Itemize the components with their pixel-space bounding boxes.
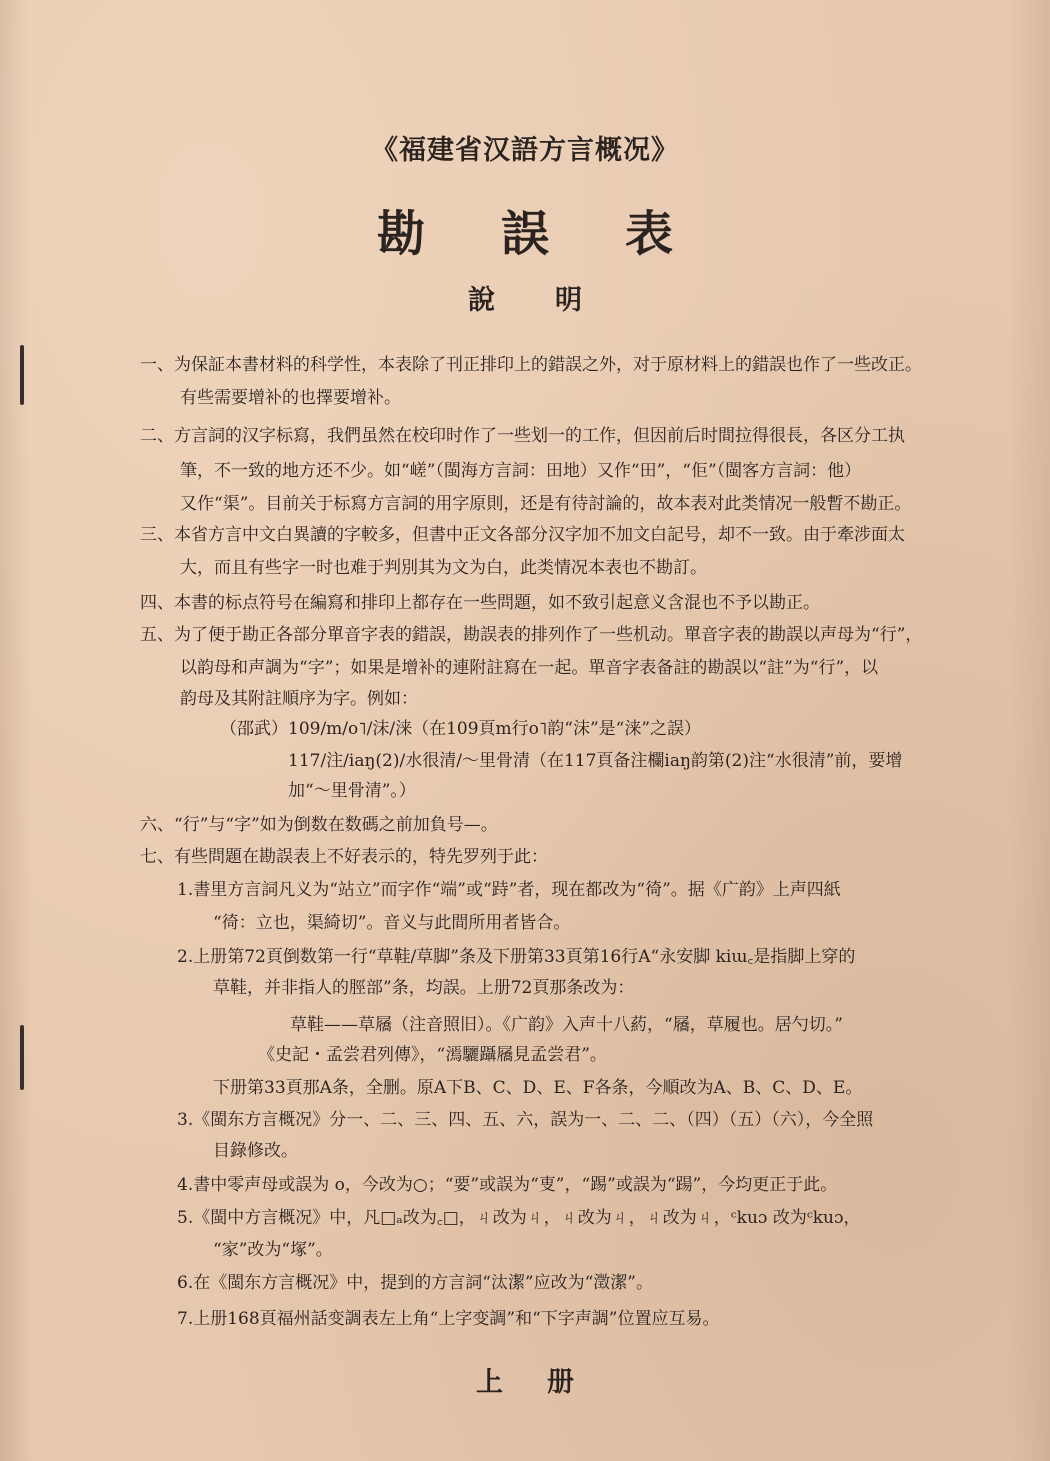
title-char: 誤 [500,206,549,262]
item-3-line-2: 目錄修改。 [213,1141,298,1161]
section-4-line-1: 四、本書的标点符号在編寫和排印上都存在一些問題，如不致引起意义含混也不予以勘正。 [140,593,820,613]
footer-char: 册 [547,1367,574,1398]
section-5-line-2: 以韵母和声調为“字”；如果是增补的連附註寫在一起。單音字表备註的勘誤以“註”为“行”，以 [180,658,879,678]
item-2-line-2: 草鞋，并非指人的脛部”条，均誤。上册72頁那条改为： [213,978,635,998]
binding-staple-bottom [20,1025,24,1090]
item-2-line-5: 下册第33頁那A条，全删。原A下B、C、D、E、F各条，今順改为A、B、C、D、E。 [213,1078,863,1098]
item-4-line-1: 4.書中零声母或誤为 o，今改为○；“要”或誤为“叓”，“踢”或誤为“踼”，今均更正于此。 [177,1175,838,1195]
heading-char: 說 [468,285,495,316]
section-2-line-1: 二、方言詞的汉字标寫，我們虽然在校印时作了一些划一的工作，但因前后时間拉得很長，各区分工执 [140,426,905,446]
footer-char: 上 [476,1367,503,1398]
title-char: 勘 [376,206,425,262]
binding-staple-top [20,345,24,405]
section-1-line-1: 一、为保証本書材料的科学性，本表除了刊正排印上的錯誤之外，对于原材料上的錯誤也作了一些改正。 [140,355,922,375]
section-3-line-1: 三、本省方言中文白異讀的字較多，但書中正文各部分汉字加不加文白記号，却不一致。由于牽涉面太 [140,525,905,545]
section-5-example-1: （邵武）109/m/o˥/沫/涞（在109頁m行o˥韵“沫”是“涞”之誤） [220,719,702,739]
page-title [0,195,1050,264]
section-2-line-2: 筆，不一致的地方还不少。如“嵯”（閩海方言詞：田地）又作“田”，“佢”（閩客方言詞：他） [180,461,862,481]
section-5-example-3: 加“～里骨清”。） [288,781,416,801]
section-2-line-3: 又作“渠”。目前关于标寫方言詞的用字原則，还是有待討論的，故本表对此类情况一般暫不勘正。 [180,494,912,514]
section-6-line-1: 六、“行”与“字”如为倒数在数碼之前加負号—。 [140,815,498,835]
item-5-line-2: “家”改为“塚”。 [213,1240,333,1260]
volume-heading [0,1360,1050,1399]
item-5-line-1: 5.《閩中方言概况》中，凡□ₐ改为꜀□，ㄐ改为ㄐ，ㄐ改为ㄐ，ㄐ改为ㄐ，ᶜkuɔ 改为ᶜkuɔ， [177,1208,861,1228]
section-5-line-3: 韵母及其附註順序为字。例如： [180,689,418,709]
section-5-example-2: 117/注/iaŋ(2)/水很清/～里骨清（在117頁备注欄iaŋ韵第(2)注“水很清”前，要增 [288,751,903,771]
heading-char: 明 [555,285,582,316]
section-7-line-1: 七、有些問題在勘誤表上不好表示的，特先罗列于此： [140,847,548,867]
section-5-line-1: 五、为了便于勘正各部分單音字表的錯誤，勘誤表的排列作了一些机动。單音字表的勘誤以声母为“行”， [140,625,923,645]
section-1-line-2: 有些需要增补的也擇要增补。 [180,388,401,408]
item-2-line-3: 草鞋——草屩（注音照旧）。《广韵》入声十八葯，“屩，草履也。居勺切。” [290,1015,843,1035]
title-char: 表 [625,206,674,262]
item-6-line-1: 6.在《閩东方言概况》中，提到的方言詞“汰潔”应改为“澂潔”。 [177,1273,653,1293]
section-3-line-2: 大，而且有些字一时也难于判別其为文为白，此类情况本表也不勘訂。 [180,558,707,578]
item-2-line-1: 2.上册第72頁倒数第一行“草鞋/草脚”条及下册第33頁第16行A“永安脚 kiɯ꜀是指脚上穿的 [177,947,856,967]
item-3-line-1: 3.《閩东方言概况》分一、二、三、四、五、六，誤为一、二、二、（四）（五）（六），今全照 [177,1110,874,1130]
item-1-line-1: 1.書里方言詞凡义为“站立”而字作“端”或“跱”者，现在都改为“徛”。据《广韵》上声四紙 [177,880,841,900]
item-7-line-1: 7.上册168頁福州話变調表左上角“上字变調”和“下字声調”位置应互易。 [177,1309,720,1329]
item-2-line-4: 《史記・孟尝君列傳》，“漹驪躡屩見孟尝君”。 [258,1045,607,1065]
document-subtitle: 《福建省汉語方言概况》 [371,135,679,166]
item-1-line-2: “徛：立也，渠綺切”。音义与此間所用者皆合。 [213,913,571,933]
section-heading [0,278,1050,317]
